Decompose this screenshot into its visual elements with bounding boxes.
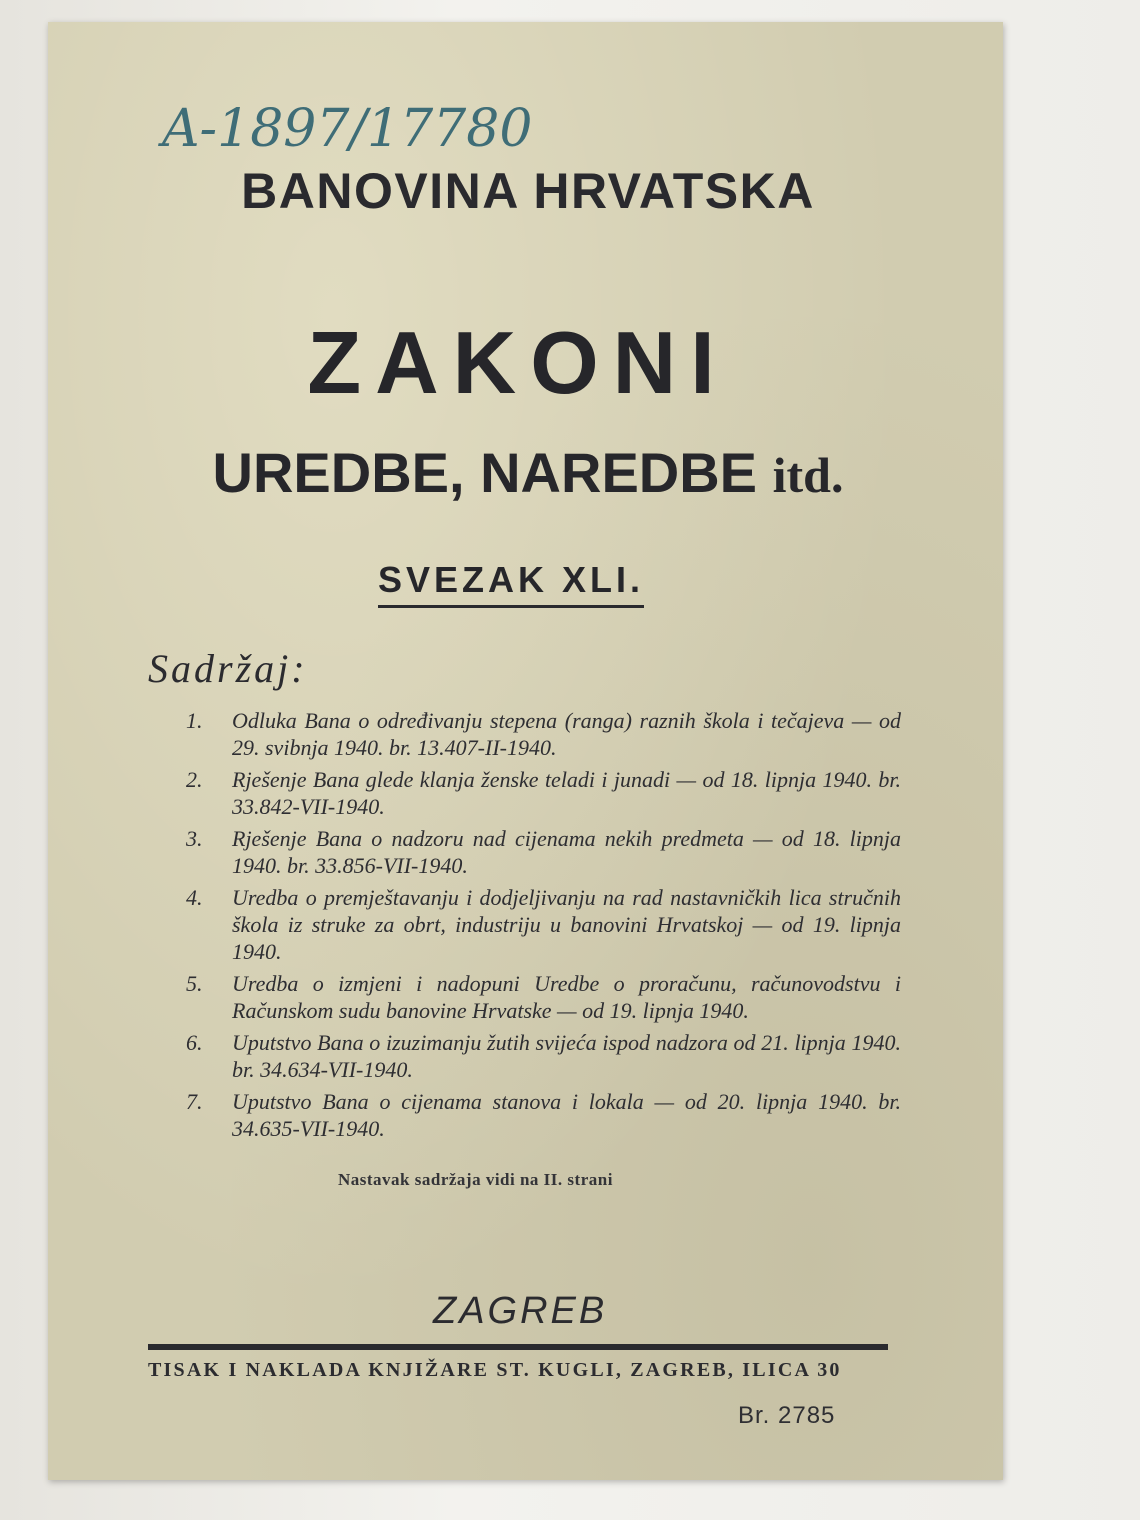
catalog-number-text: A-1897/17780: [162, 99, 533, 159]
city-name: ZAGREB: [433, 1290, 608, 1332]
item-number: 4.: [186, 885, 203, 910]
item-text: Odluka Bana o određivanju stepena (ranga) raznih škola i tečajeva — od 29. svibnja 1940. br. 13.407-II-1940.: [232, 708, 901, 760]
item-number: 7.: [186, 1089, 203, 1114]
volume-label: SVEZAK XLI.: [378, 559, 644, 608]
document-subtitle: [138, 440, 918, 505]
item-text: Uputstvo Bana o cijenama stanova i lokala — od 20. lipnja 1940. br. 34.635-VII-1940.: [232, 1089, 901, 1141]
item-number: 2.: [186, 767, 203, 792]
contents-item: [186, 1088, 901, 1142]
contents-item: [186, 707, 901, 761]
contents-heading: Sadržaj:: [148, 646, 308, 691]
contents-item: [186, 1029, 901, 1083]
publisher-line: TISAK I NAKLADA KNJIŽARE ST. KUGLI, ZAGREB, ILICA 30: [148, 1359, 842, 1381]
item-text: Uputstvo Bana o izuzimanju žutih svijeća ispod nadzora od 21. lipnja 1940. br. 34.634-VII-1940.: [232, 1030, 901, 1082]
item-number: 3.: [186, 826, 203, 851]
subtitle-suffix: itd.: [772, 447, 844, 503]
item-text: Uredba o premještavanju i dodjeljivanju na rad nastavničkih lica stručnih škola iz struke za obrt, industriju u banovini Hrvatskoj — od 19. lipnja 1940.: [232, 885, 901, 964]
item-text: Uredba o izmjeni i nadopuni Uredbe o proračunu, računovodstvu i Računskom sudu banovine Hrvatske — od 19. lipnja 1940.: [232, 971, 901, 1023]
item-text: Rješenje Bana o nadzoru nad cijenama nekih predmeta — od 18. lipnja 1940. br. 33.856-VII-1940.: [232, 826, 901, 878]
item-text: Rješenje Bana glede klanja ženske teladi i junadi — od 18. lipnja 1940. br. 33.842-VII-1940.: [232, 767, 901, 819]
document-number: Br. 2785: [738, 1402, 836, 1429]
contents-list: [186, 707, 901, 1147]
subtitle-main: UREDBE, NAREDBE: [212, 441, 758, 504]
handwritten-catalog-number: [158, 84, 618, 174]
contents-item: [186, 766, 901, 820]
contents-item: [186, 970, 901, 1024]
header-banovina: BANOVINA HRVATSKA: [241, 163, 815, 219]
contents-item: [186, 825, 901, 879]
item-number: 1.: [186, 708, 203, 733]
document-title: ZAKONI: [307, 313, 729, 412]
item-number: 6.: [186, 1030, 203, 1055]
divider-rule: [148, 1344, 888, 1350]
item-number: 5.: [186, 971, 203, 996]
document-cover: [48, 22, 1003, 1480]
continuation-note: Nastavak sadržaja vidi na II. strani: [338, 1170, 613, 1189]
contents-item: [186, 884, 901, 965]
